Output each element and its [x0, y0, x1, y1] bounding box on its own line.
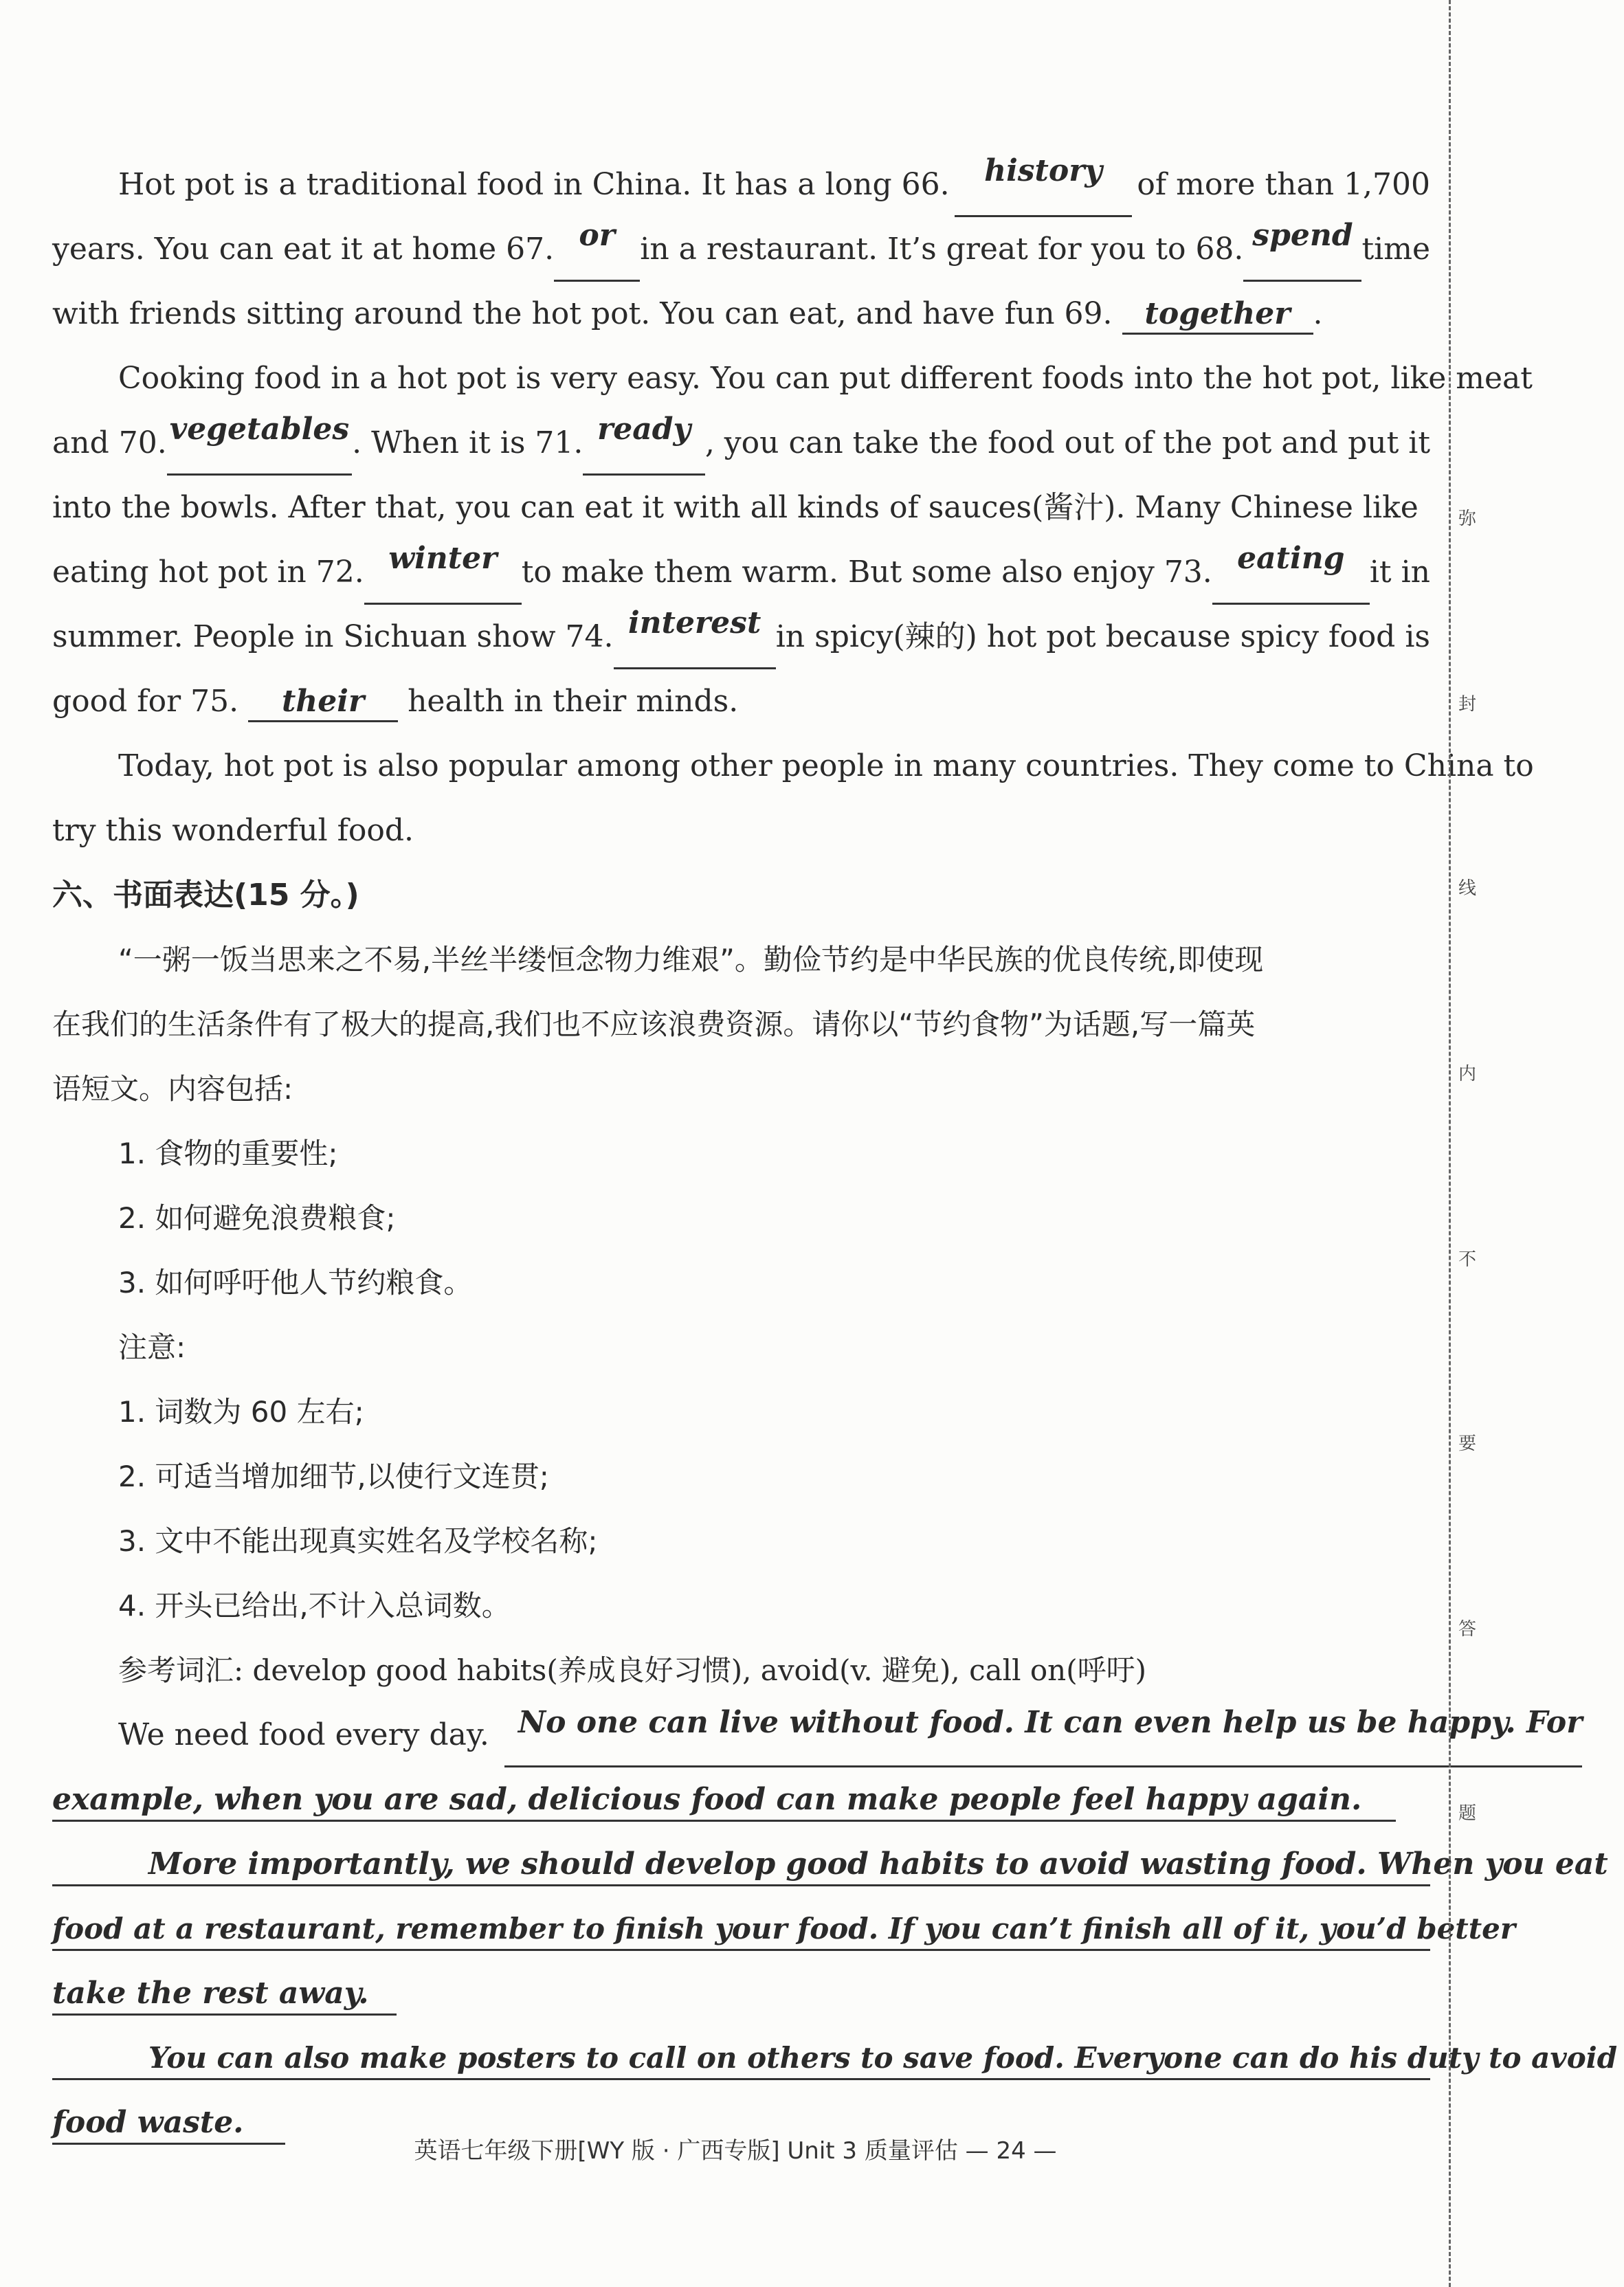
essay-line — [52, 1897, 1515, 1961]
passage-text: of more than 1,700 — [1137, 167, 1430, 202]
passage-line — [52, 669, 1430, 734]
binding-char: 不 — [1456, 1242, 1479, 1273]
writing-prompt-line: 语短文。内容包括: — [52, 1072, 293, 1106]
essay-answer-text: You can also make posters to call on others to save food. Everyone can do his duty to avoid — [52, 2038, 1430, 2080]
passage-text: summer. People in Sichuan show 74. — [52, 619, 614, 654]
passage-text: . — [1313, 296, 1323, 331]
binding-char: 答 — [1456, 1612, 1479, 1643]
essay-line — [52, 1832, 1608, 1897]
binding-char: 封 — [1456, 687, 1479, 718]
passage-text: with friends sitting around the hot pot. You can eat, and have fun 69. — [52, 296, 1113, 331]
essay-answer-text: take the rest away. — [52, 1974, 397, 2016]
passage-text: , you can take the food out of the pot and put it — [704, 425, 1430, 460]
note-item: 3. 文中不能出现真实姓名及学校名称; — [118, 1524, 598, 1558]
passage-text: in a restaurant. It’s great for you to 68. — [640, 232, 1244, 267]
passage-line — [52, 411, 1430, 476]
answer-blank-71: ready — [583, 411, 704, 476]
content-point: 2. 如何避免浪费粮食; — [118, 1201, 396, 1235]
essay-line — [52, 1767, 1430, 1832]
essay-answer-text: No one can live without food. It can even help us be happy. For — [504, 1703, 1583, 1767]
passage-text: try this wonderful food. — [52, 813, 414, 848]
passage-text: and 70. — [52, 425, 167, 460]
passage-line — [52, 282, 1430, 346]
note-item: 4. 开头已给出,不计入总词数。 — [118, 1589, 511, 1622]
passage-line — [52, 346, 1533, 411]
passage-text: good for 75. — [52, 684, 239, 719]
passage-line — [52, 540, 1430, 605]
passage-line — [52, 799, 1430, 863]
essay-answer-text: food at a restaurant, remember to finish your food. If you can’t finish all of it, you’d better — [52, 1909, 1430, 1951]
binding-char: 弥 — [1456, 502, 1479, 533]
passage-line — [52, 734, 1534, 799]
writing-prompt-line: “一粥一饭当思来之不易,半丝半缕恒念物力维艰”。勤俭节约是中华民族的优良传统,即使现 — [118, 943, 1264, 977]
note-item: 2. 可适当增加细节,以使行文连贯; — [118, 1460, 549, 1493]
essay-line — [52, 1961, 1430, 2026]
essay-answer-text: More importantly, we should develop good habits to avoid wasting food. When you eat — [52, 1844, 1430, 1886]
binding-char: 要 — [1456, 1427, 1479, 1458]
passage-text: . When it is 71. — [352, 425, 583, 460]
passage-line — [52, 476, 1430, 540]
binding-dashed-line — [1449, 0, 1478, 2287]
passage-line — [52, 153, 1430, 217]
passage-text: Today, hot pot is also popular among other people in many countries. They come to China to — [118, 748, 1534, 783]
answer-blank-72: winter — [364, 540, 522, 605]
answer-blank-74: interest — [614, 605, 776, 669]
answer-blank-67: or — [554, 217, 640, 282]
content-point: 1. 食物的重要性; — [118, 1137, 338, 1170]
answer-blank-70: vegetables — [167, 411, 352, 476]
passage-text: eating hot pot in 72. — [52, 555, 364, 590]
passage-text: Cooking food in a hot pot is very easy. You can put different foods into the hot pot, like meat — [118, 361, 1533, 396]
passage-text: time — [1361, 232, 1430, 267]
binding-char: 线 — [1456, 871, 1479, 902]
answer-blank-75: their — [248, 683, 398, 722]
passage-line — [52, 217, 1430, 282]
essay-answer-text: example, when you are sad, delicious food can make people feel happy again. — [52, 1780, 1396, 1822]
writing-prompt-line: 在我们的生活条件有了极大的提高,我们也不应该浪费资源。请你以“节约食物”为话题,写一篇英 — [52, 1007, 1256, 1041]
section-heading: 六、书面表达(15 分。) — [52, 878, 359, 913]
answer-blank-66: history — [955, 153, 1132, 217]
passage-text: health in their minds. — [408, 684, 739, 719]
reference-vocabulary: 参考词汇: develop good habits(养成良好习惯), avoid(v. 避免), call on(呼吁) — [118, 1653, 1146, 1687]
passage-text: years. You can eat it at home 67. — [52, 232, 555, 267]
passage-line — [52, 605, 1430, 669]
passage-text: to make them warm. But some also enjoy 73. — [521, 555, 1212, 590]
notes-label: 注意: — [118, 1330, 186, 1364]
essay-line — [52, 1703, 1583, 1767]
essay-start: We need food every day. — [118, 1717, 489, 1752]
content-point: 3. 如何呼吁他人节约粮食。 — [118, 1266, 473, 1299]
passage-text: in spicy(辣的) hot pot because spicy food is — [775, 619, 1430, 654]
passage-text: into the bowls. After that, you can eat it with all kinds of sauces(酱汁). Many Chinese like — [52, 490, 1419, 525]
essay-line — [52, 2026, 1618, 2090]
binding-char: 内 — [1456, 1057, 1479, 1088]
passage-text: Hot pot is a traditional food in China. It has a long 66. — [118, 167, 950, 202]
answer-blank-68: spend — [1243, 217, 1361, 282]
answer-blank-69: together — [1122, 295, 1313, 335]
page-footer: 英语七年级下册[WY 版 · 广西专版] Unit 3 质量评估 — 24 — — [414, 2137, 1057, 2165]
essay-answer-text: food waste. — [52, 2103, 285, 2145]
binding-char: 题 — [1456, 1796, 1479, 1827]
passage-text: it in — [1369, 555, 1430, 590]
answer-blank-73: eating — [1212, 540, 1370, 605]
note-item: 1. 词数为 60 左右; — [118, 1395, 364, 1429]
